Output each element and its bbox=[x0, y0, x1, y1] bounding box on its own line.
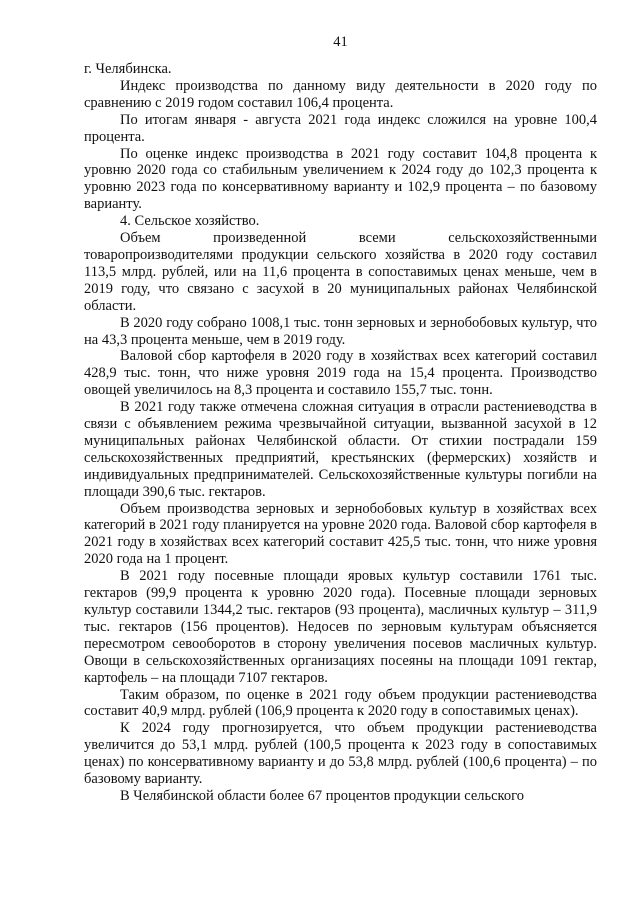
paragraph-agriculture-share: В Челябинской области более 67 процентов продукции сельского bbox=[120, 787, 524, 804]
paragraph-production-index-2020: Индекс производства по данному виду деятельности в 2020 году по сравнению с 2019 годом составил 106,4 процента. bbox=[84, 77, 597, 111]
page-number: 41 bbox=[333, 34, 348, 50]
paragraph-potato-vegetables-2020: Валовой сбор картофеля в 2020 году в хозяйствах всех категорий составил 428,9 тыс. тонн, что ниже уровня 2019 года на 15,4 процента. Производство овощей увеличилось на 8,3 процента и составило 155,7 тыс. тонн. bbox=[84, 348, 597, 399]
paragraph-sown-areas-2021: В 2021 году посевные площади яровых культур составили 1761 тыс. гектаров (99,9 процента к уровню 2020 года). Посевные площади зерновых культур составили 1344,2 тыс. гектаров (93 процента), масличных культур – 311,9 тыс. гектаров (156 процентов). Недосев по зерновым культурам объясняется пересмотром севооборотов в сторону увеличения посевов масличных культур. Овощи в сельскохозяйственных организациях посеяны на площади 1091 гектар, картофель – на площади 7107 гектаров. bbox=[84, 568, 597, 686]
paragraph-city-continuation: г. Челябинска. bbox=[84, 61, 172, 77]
paragraph-drought-2021: В 2021 году также отмечена сложная ситуация в отрасли растениеводства в связи с объявлением режима чрезвычайной ситуации, вызванной засухой в 12 муниципальных районах Челябинской области. От стихии пострадали 159 сельскохозяйственных предприятий, крестьянских (фермерских) хозяйств и индивидуальных предпринимателей. Сельскохозяйственные культуры погибли на площади 390,6 тыс. гектаров. bbox=[84, 399, 597, 500]
paragraph-grain-harvest-2020: В 2020 году собрано 1008,1 тыс. тонн зерновых и зернобобовых культур, что на 43,3 процента меньше, чем в 2019 году. bbox=[84, 314, 597, 348]
paragraph-agriculture-output-2020: Объем произведенной всеми сельскохозяйственными товаропроизводителями продукции сельского хозяйства в 2020 году составил 113,5 млрд. рублей, или на 11,6 процента в сопоставимых ценах меньше, чем в 2019 году, что связано с засухой в 20 муниципальных районах Челябинской области. bbox=[84, 230, 597, 314]
paragraph-production-index-forecast: По оценке индекс производства в 2021 году составит 104,8 процента к уровню 2020 года со стабильным увеличением к 2024 году до 102,3 процента к уровню 2023 года по консервативному варианту и 102,9 процента – по базовому варианту. bbox=[84, 145, 597, 213]
paragraph-grain-potato-plan-2021: Объем производства зерновых и зернобобовых культур в хозяйствах всех категорий в 2021 году планируется на уровне 2020 года. Валовой сбор картофеля в 2021 году в хозяйствах всех категорий составит 425,5 тыс. тонн, что ниже уровня 2020 года на 1 процент. bbox=[84, 500, 597, 568]
section-heading-agriculture: 4. Сельское хозяйство. bbox=[120, 213, 260, 230]
paragraph-crop-output-estimate-2021: Таким образом, по оценке в 2021 году объем продукции растениеводства составит 40,9 млрд. рублей (106,9 процента к 2020 году в сопоставимых ценах). bbox=[84, 686, 597, 720]
paragraph-production-index-jan-aug-2021: По итогам января - августа 2021 года индекс сложился на уровне 100,4 процента. bbox=[84, 111, 597, 145]
paragraph-crop-output-forecast-2024: К 2024 году прогнозируется, что объем продукции растениеводства увеличится до 53,1 млрд. рублей (100,5 процента к 2023 году в сопоставимых ценах) по консервативному варианту и до 53,8 млрд. рублей (100,6 процента) – по базовому варианту. bbox=[84, 720, 597, 788]
